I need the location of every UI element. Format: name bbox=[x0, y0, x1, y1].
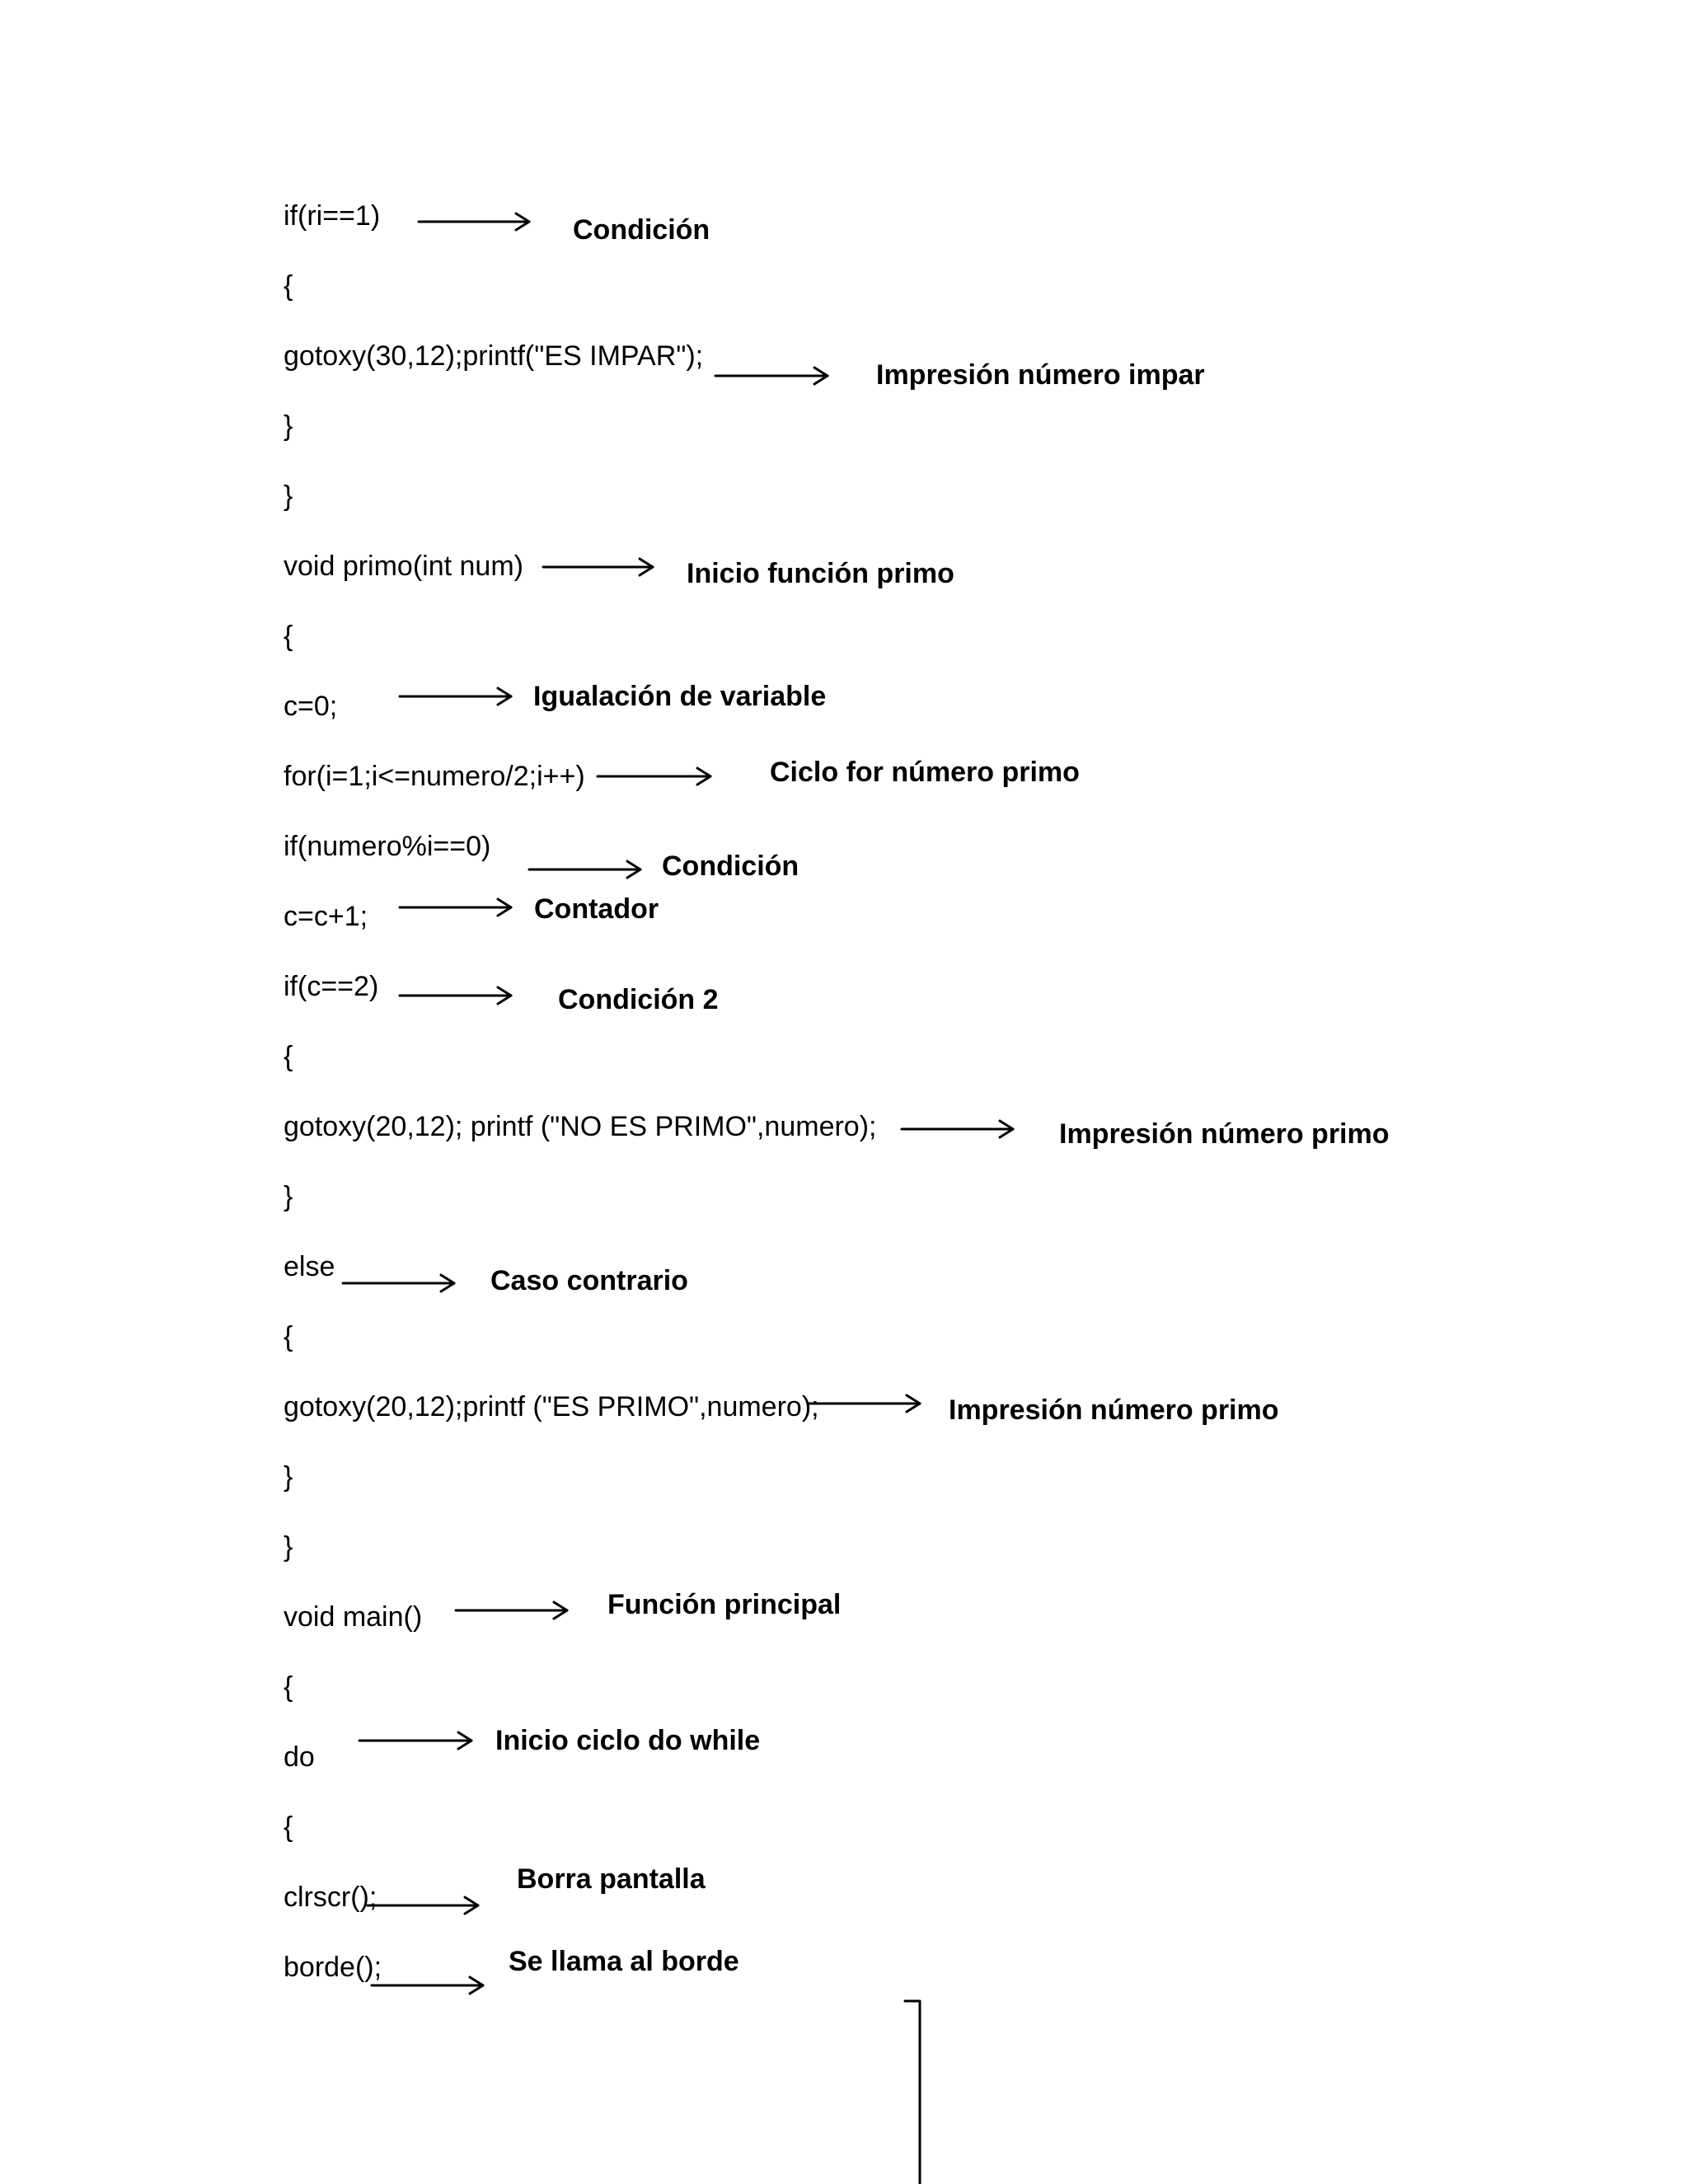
annotation-label: Igualación de variable bbox=[533, 681, 827, 712]
code-line: else bbox=[284, 1251, 335, 1282]
code-line: { bbox=[284, 270, 293, 302]
code-line: for(i=1;i<=numero/2;i++) bbox=[284, 761, 585, 792]
code-line: } bbox=[284, 480, 293, 512]
code-line: { bbox=[284, 1041, 293, 1072]
annotation-label: Ciclo for número primo bbox=[770, 757, 1080, 788]
arrow-icon bbox=[419, 213, 529, 230]
code-line: if(numero%i==0) bbox=[284, 831, 491, 862]
code-line: gotoxy(30,12);printf("ES IMPAR"); bbox=[284, 340, 704, 372]
annotation-label: Inicio ciclo do while bbox=[495, 1725, 761, 1756]
arrow-icon bbox=[598, 768, 710, 785]
code-line: if(ri==1) bbox=[284, 200, 381, 232]
code-line: c=0; bbox=[284, 691, 338, 722]
annotation-label: Se llama al borde bbox=[509, 1946, 739, 1977]
code-line: borde(); bbox=[284, 1952, 382, 1983]
annotation-label: Caso contrario bbox=[490, 1265, 688, 1296]
annotation-label: Condición bbox=[573, 214, 710, 246]
arrow-icon bbox=[400, 987, 511, 1004]
annotation-label: Impresión número primo bbox=[1059, 1118, 1390, 1150]
arrow-icon bbox=[359, 1732, 471, 1749]
code-line: } bbox=[284, 1531, 293, 1563]
arrow-icon bbox=[543, 559, 653, 575]
code-line: } bbox=[284, 410, 293, 442]
bracket-line bbox=[905, 2001, 920, 2184]
code-line: do bbox=[284, 1741, 315, 1773]
arrow-icon bbox=[456, 1602, 567, 1619]
code-line: { bbox=[284, 1671, 293, 1703]
code-line: if(c==2) bbox=[284, 971, 379, 1002]
arrow-icon bbox=[372, 1977, 483, 1994]
code-line: clrscr(); bbox=[284, 1882, 377, 1913]
code-line: { bbox=[284, 621, 293, 652]
code-line: { bbox=[284, 1321, 293, 1352]
code-line: c=c+1; bbox=[284, 901, 368, 932]
arrow-icon bbox=[809, 1395, 920, 1412]
code-line: void primo(int num) bbox=[284, 551, 523, 582]
annotation-label: Condición 2 bbox=[558, 984, 719, 1015]
code-line: } bbox=[284, 1461, 293, 1493]
arrow-icon bbox=[529, 861, 640, 878]
annotation-label: Contador bbox=[534, 893, 659, 925]
annotation-label: Borra pantalla bbox=[517, 1863, 706, 1895]
arrow-icon bbox=[400, 688, 511, 705]
annotation-label: Función principal bbox=[607, 1589, 842, 1620]
annotation-label: Condición bbox=[662, 851, 799, 882]
annotation-label: Impresión número primo bbox=[949, 1394, 1279, 1426]
arrow-icon bbox=[902, 1121, 1013, 1137]
arrow-icon bbox=[715, 368, 828, 384]
annotation-label: Inicio función primo bbox=[687, 558, 954, 589]
code-line: } bbox=[284, 1181, 293, 1212]
arrow-icon bbox=[400, 899, 511, 916]
code-line: gotoxy(20,12); printf ("NO ES PRIMO",numero); bbox=[284, 1111, 877, 1142]
code-line: gotoxy(20,12);printf ("ES PRIMO",numero); bbox=[284, 1391, 819, 1422]
code-line: void main() bbox=[284, 1601, 423, 1633]
arrow-icon bbox=[368, 1897, 478, 1914]
arrow-icon bbox=[343, 1275, 454, 1291]
annotation-label: Impresión número impar bbox=[876, 359, 1205, 391]
code-line: { bbox=[284, 1811, 293, 1843]
